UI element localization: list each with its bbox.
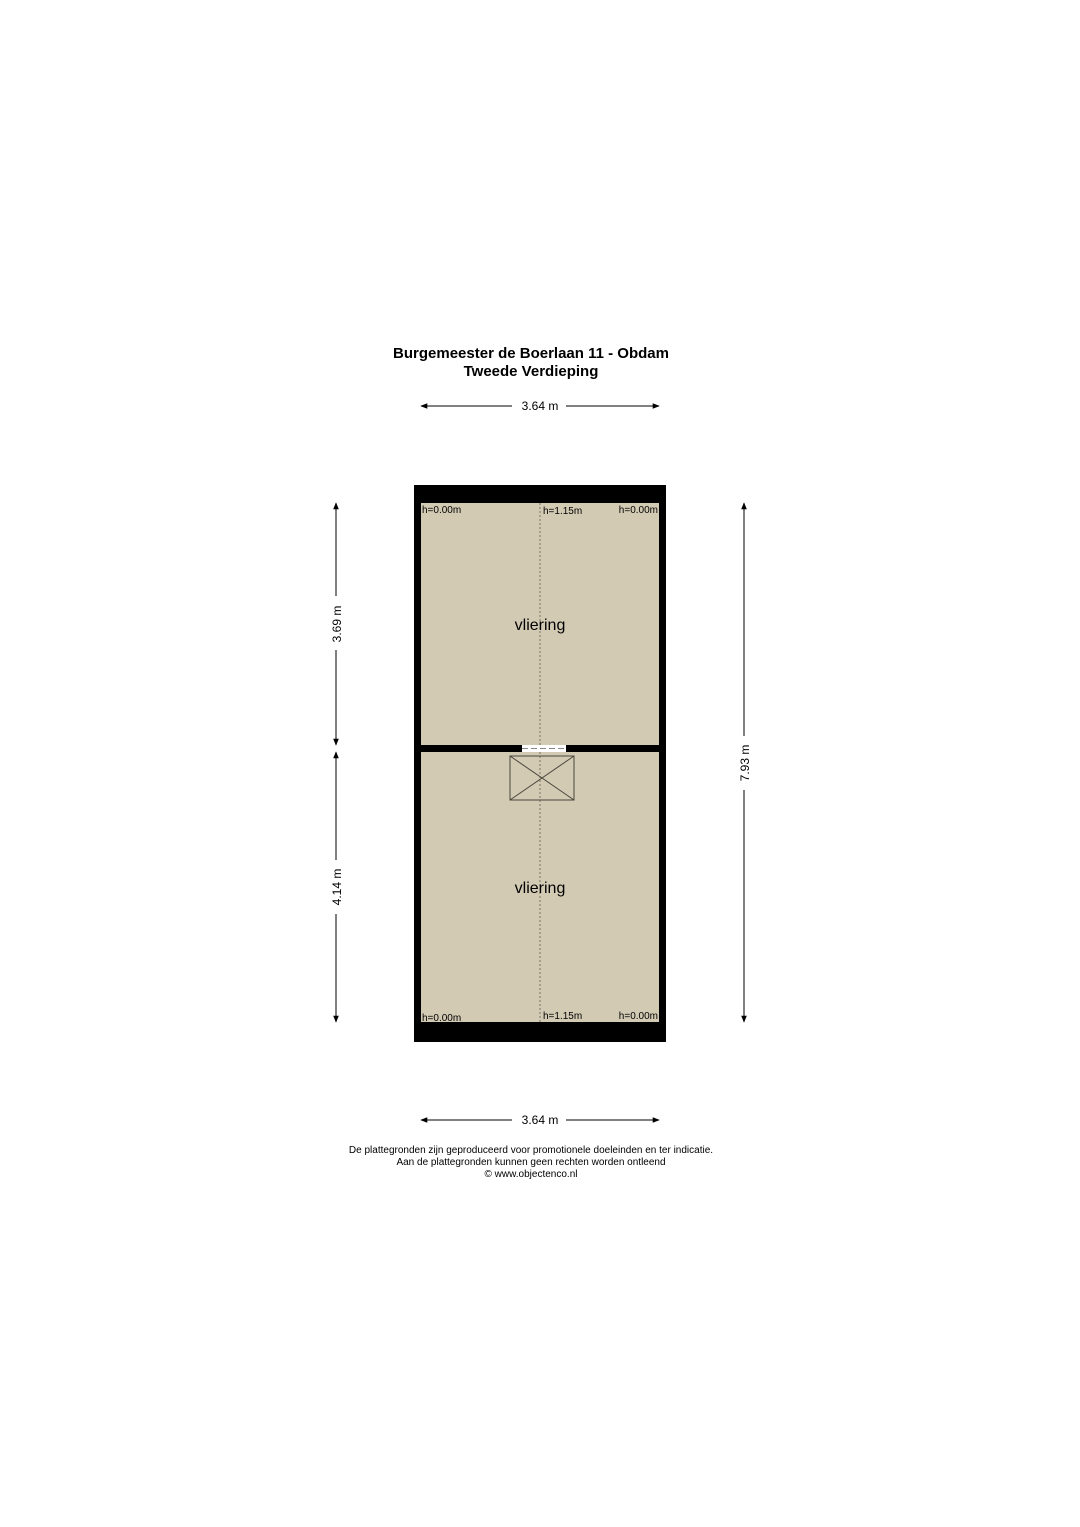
plan-title: Burgemeester de Boerlaan 11 - Obdam <box>393 345 669 362</box>
upper-height-center: h=1.15m <box>543 506 583 517</box>
right-total-label: 7.93 m <box>738 744 752 782</box>
upper-height-right: h=0.00m <box>618 505 658 516</box>
bottom-width-label: 3.64 m <box>521 1113 559 1127</box>
disclaimer-line-2: Aan de plattegronden kunnen geen rechten worden ontleend <box>396 1157 666 1168</box>
left-lower-dimension <box>330 752 344 1022</box>
copyright-line: © www.objectenco.nl <box>484 1169 578 1180</box>
upper-height-left: h=0.00m <box>422 505 462 516</box>
door-opening <box>522 745 566 752</box>
right-total-dimension <box>738 503 752 1022</box>
floor-name: Tweede Verdieping <box>463 363 599 380</box>
lower-room-name: vliering <box>514 880 566 897</box>
top-width-dimension <box>421 399 659 413</box>
disclaimer-line-1: De plattegronden zijn geproduceerd voor promotionele doeleinden en ter indicatie. <box>348 1145 714 1156</box>
left-upper-dimension <box>330 503 344 745</box>
upper-room-name: vliering <box>514 617 566 634</box>
left-upper-label: 3.69 m <box>330 605 344 643</box>
lower-height-left: h=0.00m <box>422 1013 462 1024</box>
left-lower-label: 4.14 m <box>330 868 344 906</box>
top-width-label: 3.64 m <box>521 399 559 413</box>
lower-height-center: h=1.15m <box>543 1011 583 1022</box>
lower-height-right: h=0.00m <box>618 1011 658 1022</box>
bottom-width-dimension <box>421 1113 659 1127</box>
